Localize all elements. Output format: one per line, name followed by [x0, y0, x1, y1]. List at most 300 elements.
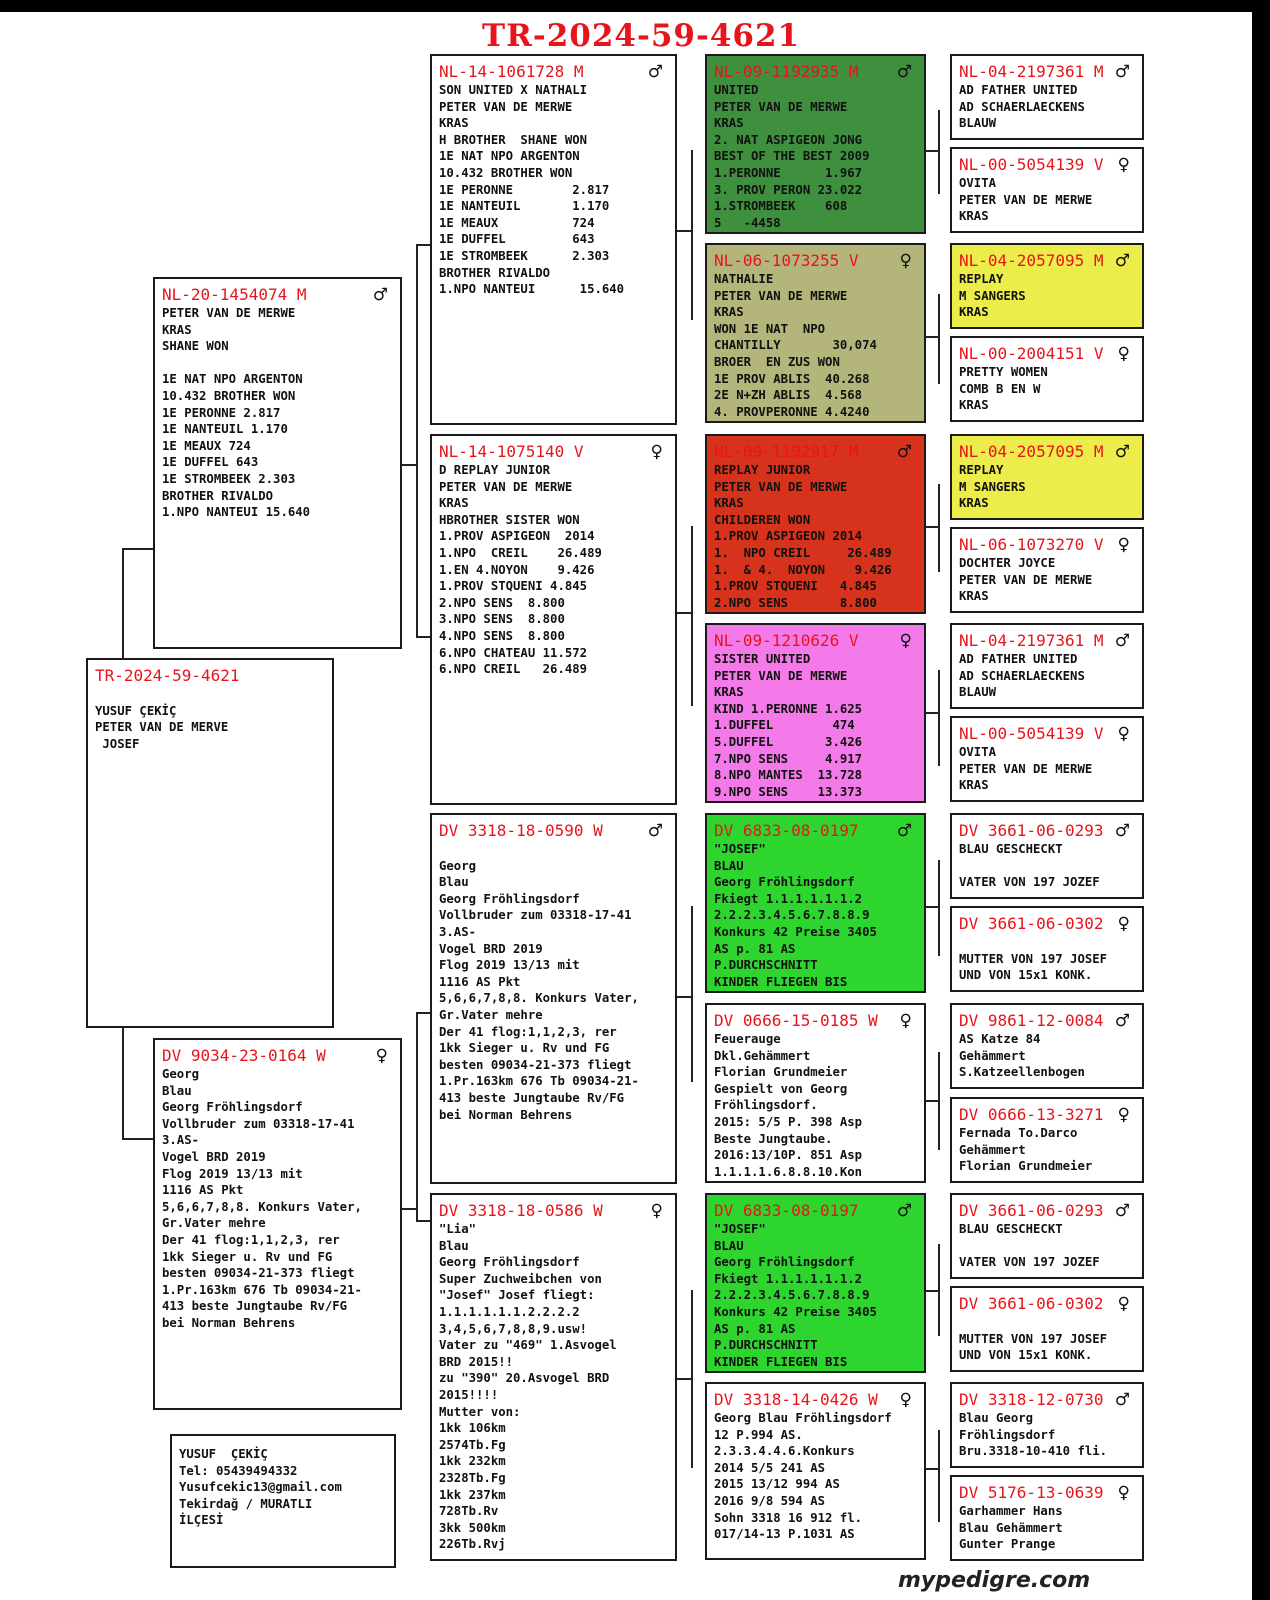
info-line: 1.PROV STQUENI 4.845	[439, 579, 588, 594]
info-line: 1kk 237km	[439, 1487, 506, 1502]
ancestor-card-2	[950, 147, 1144, 233]
info-line: KRAS	[439, 496, 469, 511]
info-line: UND VON 15x1 KONK.	[959, 1348, 1093, 1363]
info-line: 3.AS-	[162, 1133, 200, 1148]
connector	[122, 548, 155, 550]
ring-number: NL-09-1192917 M	[714, 442, 859, 461]
male-icon: ♂	[1114, 631, 1130, 651]
info-line: İLÇESİ	[179, 1513, 224, 1528]
info-line: 1.PROV ASPIGEON 2014	[439, 529, 595, 544]
connector	[938, 110, 940, 194]
info-line: 1kk Sieger u. Rv und FG	[439, 1041, 610, 1056]
info-line: BLAU	[714, 858, 744, 873]
info-line: KRAS	[959, 778, 989, 793]
info-line: 1.Pr.163km 676 Tb 09034-21-	[162, 1282, 362, 1297]
info-line: PRETTY WOMEN	[959, 365, 1048, 379]
ring-number: NL-04-2197361 M	[959, 62, 1104, 81]
male-icon: ♂	[1114, 821, 1130, 841]
info-line: 1.NPO NANTEUI 15.640	[162, 505, 311, 520]
info-line: "Josef" Josef fliegt:	[439, 1288, 595, 1303]
info-line: PETER VAN DE MERWE	[714, 288, 848, 303]
info-line: JOSEF	[95, 736, 140, 751]
info-line: PETER VAN DE MERWE	[714, 668, 848, 683]
info-line: 12 P.994 AS.	[714, 1427, 803, 1442]
info-line: BROTHER RIVALDO	[162, 488, 274, 503]
female-icon: ♀	[1117, 535, 1130, 555]
female-icon: ♀	[1117, 1483, 1130, 1503]
info-line: Garhammer Hans	[959, 1504, 1063, 1518]
info-line: 1.EN 4.NOYON 9.426	[439, 562, 595, 577]
info-line: PETER VAN DE MERWE	[959, 761, 1093, 776]
connector	[416, 1012, 430, 1014]
ancestor-card-12	[950, 1097, 1144, 1183]
info-line: 2015 13/12 994 AS	[714, 1477, 840, 1492]
info-line: Tekirdağ / MURATLI	[179, 1496, 313, 1511]
info-line: 1E PROV ABLIS 40.268	[714, 371, 870, 386]
male-icon: ♂	[1114, 442, 1130, 462]
info-line: BROER EN ZUS WON	[714, 354, 840, 369]
ancestor-card-15	[950, 1382, 1144, 1468]
info-line: 1.NPO NANTEUI 15.640	[439, 282, 625, 297]
info-line: "JOSEF"	[714, 842, 766, 856]
info-line: Georg	[162, 1067, 200, 1081]
info-line: 1kk 232km	[439, 1454, 506, 1469]
female-icon: ♀	[899, 251, 912, 271]
ring-number: NL-04-2057095 M	[959, 251, 1104, 270]
info-line: CHANTILLY 30,074	[714, 338, 877, 353]
info-line: Georg Fröhlingsdorf	[162, 1100, 303, 1115]
connector	[938, 1244, 940, 1336]
ring-number: NL-09-1210626 V	[714, 631, 859, 650]
info-line: UNITED	[714, 83, 759, 97]
top-border	[0, 0, 1252, 12]
info-line	[959, 1314, 1134, 1331]
info-line: 2016 9/8 594 AS	[714, 1493, 826, 1508]
info-line: 1116 AS Pkt	[162, 1183, 244, 1198]
male-icon: ♂	[1114, 251, 1130, 271]
info-line: BLAU GESCHECKT	[959, 842, 1063, 856]
info-line: KRAS	[959, 496, 989, 511]
female-icon: ♀	[1117, 155, 1130, 175]
info-line: 1.PROV STQUENI 4.845	[714, 579, 877, 594]
info-line: Blau	[162, 1083, 192, 1098]
female-icon: ♀	[375, 1046, 388, 1066]
info-line: 2E N+ZH ABLIS 4.568	[714, 388, 863, 403]
ring-number: NL-14-1075140 V	[439, 442, 584, 461]
info-line: KINDER FLIEGEN BIS	[714, 1354, 848, 1369]
great-grandparent-4-card	[705, 623, 926, 803]
connector	[122, 548, 124, 658]
info-line: 1kk Sieger u. Rv und FG	[162, 1249, 333, 1264]
info-line: besten 09034-21-373 fliegt	[162, 1266, 355, 1281]
ring-number: NL-04-2057095 M	[959, 442, 1104, 461]
ancestor-card-7	[950, 623, 1144, 709]
info-line: M SANGERS	[959, 479, 1026, 494]
info-line: REPLAY JUNIOR	[714, 463, 811, 477]
info-line: S.Katzeellenbogen	[959, 1065, 1085, 1080]
info-line: Gr.Vater mehre	[162, 1216, 266, 1231]
info-line: KRAS	[959, 209, 989, 224]
info-line: KRAS	[162, 322, 192, 337]
male-icon: ♂	[1114, 1390, 1130, 1410]
info-line: 1E STROMBEEK 2.303	[439, 248, 610, 263]
info-line: KRAS	[714, 305, 744, 320]
great-grandparent-8-card	[705, 1382, 926, 1560]
info-line: AD FATHER UNITED	[959, 83, 1078, 97]
connector	[938, 860, 940, 956]
female-icon: ♀	[1117, 1294, 1130, 1314]
info-line: Blau Gehämmert	[959, 1520, 1063, 1535]
dam-sire-card	[430, 813, 677, 1184]
connector	[416, 1012, 418, 1222]
connector	[691, 1290, 693, 1468]
info-line: KIND 1.PERONNE 1.625	[714, 701, 863, 716]
ring-number: DV 3661-06-0293	[959, 821, 1104, 840]
info-line: 1E MEAUX 724	[162, 438, 251, 453]
male-icon: ♂	[896, 62, 912, 82]
info-line: 413 beste Jungtaube Rv/FG	[162, 1299, 348, 1314]
dam-dam-card	[430, 1193, 677, 1561]
info-line: PETER VAN DE MERVE	[95, 720, 229, 735]
info-line	[959, 1238, 1134, 1255]
info-line: SON UNITED X NATHALI	[439, 83, 588, 97]
info-line: 1.Pr.163km 676 Tb 09034-21-	[439, 1074, 639, 1089]
info-line: 1.NPO CREIL 26.489	[439, 545, 602, 560]
female-icon: ♀	[1117, 914, 1130, 934]
info-line: PETER VAN DE MERWE	[959, 192, 1093, 207]
info-line: MUTTER VON 197 JOSEF	[959, 1331, 1108, 1346]
info-line: zu "390" 20.Asvogel BRD	[439, 1371, 610, 1386]
info-line: COMB B EN W	[959, 381, 1041, 396]
info-line: VATER VON 197 JOZEF	[959, 875, 1100, 890]
info-line: 1.1.1.1.6.8.8.10.Kon	[714, 1164, 863, 1179]
info-line: REPLAY	[959, 463, 1004, 477]
ring-number: DV 3661-06-0302	[959, 1294, 1104, 1313]
info-line: 3. PROV PERON 23.022	[714, 182, 863, 197]
info-line: Sohn 3318 16 912 fl.	[714, 1510, 863, 1525]
ancestor-card-9	[950, 813, 1144, 899]
info-line: 7.NPO SENS 4.917	[714, 751, 863, 766]
connector	[416, 244, 418, 636]
info-line: 1E PERONNE 2.817	[162, 405, 281, 420]
info-line: 2. NAT ASPIGEON JONG	[714, 132, 863, 147]
info-line: 2015: 5/5 P. 398 Asp	[714, 1114, 863, 1129]
info-line: Georg Fröhlingsdorf	[714, 1255, 855, 1270]
info-line: KRAS	[959, 305, 989, 320]
info-line: AD FATHER UNITED	[959, 652, 1078, 666]
info-line: Super Zuchweibchen von	[439, 1271, 602, 1286]
info-line: Vater zu "469" 1.Asvogel	[439, 1338, 617, 1353]
info-line: 1.PERONNE 1.967	[714, 165, 863, 180]
info-line	[959, 858, 1134, 875]
great-grandparent-2-card	[705, 243, 926, 423]
info-line: "Lia"	[439, 1222, 477, 1236]
male-icon: ♂	[372, 285, 388, 305]
male-icon: ♂	[896, 1201, 912, 1221]
ancestor-card-6	[950, 527, 1144, 613]
ring-number: NL-00-5054139 V	[959, 724, 1104, 743]
ring-number: NL-06-1073255 V	[714, 251, 859, 270]
great-grandparent-1-card	[705, 54, 926, 234]
info-line: REPLAY	[959, 272, 1004, 286]
ring-number: DV 6833-08-0197	[714, 821, 859, 840]
info-line: Flog 2019 13/13 mit	[162, 1166, 303, 1181]
connector	[416, 244, 430, 246]
pedigree-title: TR-2024-59-4621	[482, 18, 801, 54]
great-grandparent-5-card	[705, 813, 926, 993]
ring-number: NL-00-2004151 V	[959, 344, 1104, 363]
info-line: 10.432 BROTHER WON	[162, 388, 296, 403]
info-line: 2.3.3.4.4.6.Konkurs	[714, 1444, 855, 1459]
info-line: 1. NPO CREIL 26.489	[714, 545, 892, 560]
ring-number: NL-00-5054139 V	[959, 155, 1104, 174]
info-line: BRD 2015!!	[439, 1354, 514, 1369]
ancestor-card-3	[950, 243, 1144, 329]
info-line: D REPLAY JUNIOR	[439, 463, 551, 477]
info-line: Dkl.Gehämmert	[714, 1048, 811, 1063]
info-line: BEST OF THE BEST 2009	[714, 149, 870, 164]
info-line: 1116 AS Pkt	[439, 974, 521, 989]
ancestor-card-13	[950, 1193, 1144, 1279]
info-line: CHILDEREN WON	[714, 512, 811, 527]
connector	[938, 294, 940, 384]
info-line: AS Katze 84	[959, 1032, 1041, 1046]
info-line: Der 41 flog:1,1,2,3, rer	[439, 1024, 617, 1039]
sire-sire-card	[430, 54, 677, 425]
info-line: Yusufcekic13@gmail.com	[179, 1480, 342, 1495]
info-line: DOCHTER JOYCE	[959, 556, 1056, 570]
info-line	[959, 934, 1134, 951]
female-icon: ♀	[899, 631, 912, 651]
info-line: PETER VAN DE MERWE	[439, 479, 573, 494]
info-line: 1E STROMBEEK 2.303	[162, 471, 296, 486]
info-line: BLAU GESCHECKT	[959, 1222, 1063, 1236]
ring-number: NL-06-1073270 V	[959, 535, 1104, 554]
info-line: 1.PROV ASPIGEON 2014	[714, 529, 863, 544]
info-line: Florian Grundmeier	[714, 1065, 848, 1080]
ancestor-card-4	[950, 336, 1144, 422]
info-line: 2014 5/5 241 AS	[714, 1460, 826, 1475]
ring-number: TR-2024-59-4621	[95, 666, 240, 685]
info-line: Georg Fröhlingsdorf	[714, 875, 855, 890]
info-line: 1.DUFFEL 474	[714, 718, 855, 733]
info-line	[162, 355, 392, 372]
info-line: 6.NPO CREIL 26.489	[439, 662, 588, 677]
connector	[938, 484, 940, 572]
ancestor-card-14	[950, 1286, 1144, 1372]
male-icon: ♂	[1114, 62, 1130, 82]
info-line: 728Tb.Rv	[439, 1504, 499, 1519]
info-line: BLAU	[714, 1238, 744, 1253]
info-line: 1E DUFFEL 643	[439, 232, 595, 247]
ancestor-card-8	[950, 716, 1144, 802]
female-icon: ♀	[899, 1390, 912, 1410]
info-line: 1E NANTEUIL 1.170	[439, 199, 610, 214]
info-line: YUSUF ÇEKİÇ	[179, 1447, 268, 1461]
info-line: 1E PERONNE 2.817	[439, 182, 610, 197]
sire-dam-card	[430, 434, 677, 805]
info-line: BROTHER RIVALDO	[439, 265, 551, 280]
info-line: Flog 2019 13/13 mit	[439, 958, 580, 973]
info-line: Blau	[439, 875, 469, 890]
info-line: Fröhlingsdorf.	[714, 1098, 818, 1113]
info-line: NATHALIE	[714, 272, 774, 286]
connector	[691, 906, 693, 1082]
info-line: 10.432 BROTHER WON	[439, 165, 573, 180]
info-line: 5 -4458	[714, 215, 781, 230]
info-line: UND VON 15x1 KONK.	[959, 968, 1093, 983]
info-line: 1E DUFFEL 643	[162, 455, 259, 470]
info-line: Gespielt von Georg	[714, 1081, 848, 1096]
info-line: 2.NPO SENS 8.800	[714, 595, 877, 610]
info-line: KRAS	[714, 116, 744, 131]
ancestor-card-1	[950, 54, 1144, 140]
dam-card	[153, 1038, 402, 1410]
ring-number: NL-20-1454074 M	[162, 285, 307, 304]
info-line: Tel: 05439494332	[179, 1463, 298, 1478]
info-line: 2574Tb.Fg	[439, 1437, 506, 1452]
female-icon: ♀	[650, 442, 663, 462]
info-line: VATER VON 197 JOZEF	[959, 1255, 1100, 1270]
info-line: KINDER FLIEGEN BIS	[714, 974, 848, 989]
ring-number: DV 9861-12-0084	[959, 1011, 1104, 1030]
info-line: 3.NPO SENS 8.800	[439, 612, 565, 627]
info-line: AS p. 81 AS	[714, 941, 796, 956]
info-line: Gehämmert	[959, 1142, 1026, 1157]
connector	[122, 1138, 155, 1140]
info-line: PETER VAN DE MERWE	[714, 479, 848, 494]
info-line: Vogel BRD 2019	[162, 1149, 266, 1164]
female-icon: ♀	[1117, 1105, 1130, 1125]
info-line: Vollbruder zum 03318-17-41	[439, 908, 632, 923]
info-line: Fkiegt 1.1.1.1.1.1.2	[714, 891, 863, 906]
info-line: 5,6,6,7,8,8. Konkurs Vater,	[439, 991, 639, 1006]
info-line: Konkurs 42 Preise 3405	[714, 924, 877, 939]
connector	[416, 636, 430, 638]
info-line: Georg Fröhlingsdorf	[439, 1255, 580, 1270]
info-line: 2.NPO SENS 8.800	[439, 595, 565, 610]
info-line: SHANE WON	[162, 339, 229, 354]
info-line: 3.AS-	[439, 924, 477, 939]
connector	[938, 670, 940, 766]
info-line: P.DURCHSCHNITT	[714, 958, 818, 973]
info-line: 1E MEAUX 724	[439, 215, 595, 230]
info-line: Mutter von:	[439, 1404, 521, 1419]
info-line: bei Norman Behrens	[439, 1107, 573, 1122]
male-icon: ♂	[1114, 1011, 1130, 1031]
info-line: Gr.Vater mehre	[439, 1007, 543, 1022]
owner-contact-card	[170, 1434, 396, 1568]
info-line: 1.1.1.1.1.1.2.2.2.2	[439, 1304, 580, 1319]
info-line: 9.NPO SENS 13.373	[714, 784, 863, 799]
ring-number: DV 3661-06-0302	[959, 914, 1104, 933]
info-line: 2015!!!!	[439, 1387, 499, 1402]
info-line: 2.2.2.3.4.5.6.7.8.8.9	[714, 908, 870, 923]
info-line: YUSUF ÇEKİÇ	[95, 703, 177, 718]
info-line: KRAS	[439, 116, 469, 131]
ancestor-card-16	[950, 1475, 1144, 1561]
info-line: 1E NAT NPO ARGENTON	[162, 372, 303, 387]
info-line: HBROTHER SISTER WON	[439, 512, 580, 527]
female-icon: ♀	[1117, 344, 1130, 364]
info-line: Fröhlingsdorf	[959, 1427, 1056, 1442]
ring-number: DV 6833-08-0197	[714, 1201, 859, 1220]
info-line: MUTTER VON 197 JOSEF	[959, 951, 1108, 966]
info-line: Georg Fröhlingsdorf	[439, 891, 580, 906]
info-line: BLAUW	[959, 116, 997, 131]
info-line: PETER VAN DE MERWE	[714, 99, 848, 114]
info-line: PETER VAN DE MERWE	[162, 306, 296, 320]
info-line: "JOSEF"	[714, 1222, 766, 1236]
info-line: 2016:13/10P. 851 Asp	[714, 1148, 863, 1163]
great-grandparent-3-card	[705, 434, 926, 614]
info-line: Vogel BRD 2019	[439, 941, 543, 956]
info-line: 8.NPO MANTES 13.728	[714, 768, 863, 783]
info-line: KRAS	[714, 685, 744, 700]
ring-number: DV 0666-13-3271	[959, 1105, 1104, 1124]
info-line: PETER VAN DE MERWE	[439, 99, 573, 114]
male-icon: ♂	[647, 62, 663, 82]
info-line: BLAUW	[959, 685, 997, 700]
connector	[938, 1052, 940, 1150]
info-line: 6.NPO CHATEAU 11.572	[439, 645, 588, 660]
connector	[691, 150, 693, 320]
info-line: Konkurs 42 Preise 3405	[714, 1304, 877, 1319]
info-line: Vollbruder zum 03318-17-41	[162, 1116, 355, 1131]
info-line: 3,4,5,6,7,8,8,9.usw!	[439, 1321, 588, 1336]
info-line: KRAS	[714, 496, 744, 511]
info-line: 1kk 106km	[439, 1421, 506, 1436]
info-line: Feuerauge	[714, 1032, 781, 1046]
info-line: 1. & 4. NOYON 9.426	[714, 562, 892, 577]
info-line: Georg	[439, 858, 477, 873]
info-line: SISTER UNITED	[714, 652, 811, 666]
info-line	[95, 686, 324, 703]
info-line: PETER VAN DE MERWE	[959, 572, 1093, 587]
male-icon: ♂	[896, 442, 912, 462]
info-line: 3kk 500km	[439, 1520, 506, 1535]
ring-number: DV 9034-23-0164 W	[162, 1046, 326, 1065]
right-border	[1252, 0, 1270, 1600]
info-line: bei Norman Behrens	[162, 1315, 296, 1330]
info-line: Gehämmert	[959, 1048, 1026, 1063]
ring-number: DV 3318-14-0426 W	[714, 1390, 878, 1409]
subject-card	[86, 658, 334, 1028]
ancestor-card-5	[950, 434, 1144, 520]
info-line: AS p. 81 AS	[714, 1321, 796, 1336]
connector	[122, 1026, 124, 1138]
info-line: Blau Georg	[959, 1411, 1034, 1425]
info-line: P.DURCHSCHNITT	[714, 1338, 818, 1353]
info-line: Fkiegt 1.1.1.1.1.1.2	[714, 1271, 863, 1286]
info-line: 1.STROMBEEK 608	[714, 199, 848, 214]
ring-number: NL-09-1192935 M	[714, 62, 859, 81]
footer-watermark: mypedigre.com	[898, 1568, 1091, 1593]
info-line: OVITA	[959, 176, 997, 190]
info-line: 4.NPO SENS 8.800	[439, 628, 565, 643]
female-icon: ♀	[1117, 724, 1130, 744]
great-grandparent-6-card	[705, 1003, 926, 1183]
info-line	[439, 841, 667, 858]
ancestor-card-10	[950, 906, 1144, 992]
ring-number: DV 3661-06-0293	[959, 1201, 1104, 1220]
connector	[691, 526, 693, 706]
ring-number: DV 3318-18-0586 W	[439, 1201, 603, 1220]
info-line: Fernada To.Darco	[959, 1126, 1078, 1140]
ancestor-card-11	[950, 1003, 1144, 1089]
ring-number: NL-14-1061728 M	[439, 62, 584, 81]
ring-number: DV 5176-13-0639	[959, 1483, 1104, 1502]
